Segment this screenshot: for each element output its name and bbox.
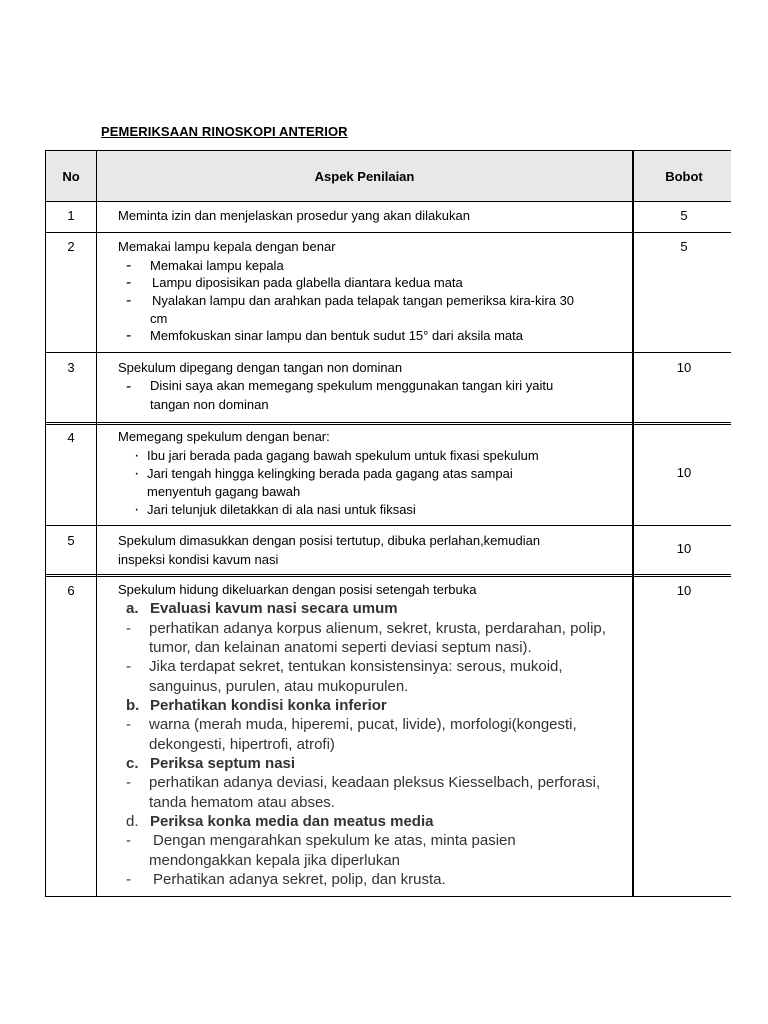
header-aspek-penilaian: Aspek Penilaian [314,169,415,184]
list-item-continuation: sanguinus, purulen, atau mukopurulen. [149,678,409,695]
row-text: Memakai lampu kepala dengan benar [118,239,336,254]
dash-marker: - [126,620,131,637]
list-item: perhatikan adanya deviasi, keadaan pleksus Kiesselbach, perforasi, [149,774,601,791]
row-number: 5 [67,533,75,548]
dash-marker: - [126,871,131,888]
section-letter-b: b. [126,697,140,714]
column-divider-no [96,150,97,897]
dash-marker: - [126,257,132,274]
column-divider-bobot [632,150,634,897]
row-divider [45,574,731,575]
list-item: Jika terdapat sekret, tentukan konsistensinya: serous, mukoid, [149,658,563,675]
row-bobot: 10 [676,541,692,556]
row-text: Spekulum dipegang dengan tangan non dominan [118,360,403,375]
row-divider [45,576,731,577]
row-divider [45,424,731,425]
list-item: Memfokuskan sinar lampu dan bentuk sudut 15° dari aksila mata [150,328,524,343]
dash-marker: - [126,327,132,344]
row-number: 1 [67,208,75,223]
row-text: Spekulum hidung dikeluarkan dengan posisi setengah terbuka [118,582,477,597]
row-divider [45,422,731,423]
row-text-continuation: inspeksi kondisi kavum nasi [118,552,279,567]
list-item-continuation: menyentuh gagang bawah [147,484,301,499]
document-title: PEMERIKSAAN RINOSKOPI ANTERIOR [101,124,348,139]
list-item: Nyalakan lampu dan arahkan pada telapak tangan pemeriksa kira-kira 30 [152,293,575,308]
dash-marker: - [126,378,132,395]
list-item: Ibu jari berada pada gagang bawah spekulum untuk fixasi spekulum [147,448,539,463]
row-divider [45,525,731,526]
section-heading: Perhatikan kondisi konka inferior [150,697,387,714]
list-item-continuation: cm [150,311,168,326]
dash-marker: - [126,292,132,309]
dash-marker: - [126,832,131,849]
dash-marker: - [126,716,131,733]
list-item: Memakai lampu kepala [150,258,284,273]
list-item: Perhatikan adanya sekret, polip, dan krusta. [153,871,446,888]
dot-marker: · [134,501,140,518]
list-item: Jari tengah hingga kelingking berada pada gagang atas sampai [147,466,513,481]
row-bobot: 10 [676,583,692,598]
section-heading: Periksa septum nasi [150,755,296,772]
list-item: Disini saya akan memegang spekulum menggunakan tangan kiri yaitu [150,378,554,393]
dash-marker: - [126,774,131,791]
row-number: 3 [67,360,75,375]
section-letter-d: d. [126,813,139,830]
table-border-top [45,150,731,151]
list-item-continuation: tanda hematom atau abses. [149,794,335,811]
table-border-bottom [45,896,731,897]
list-item: Dengan mengarahkan spekulum ke atas, minta pasien [153,832,516,849]
section-letter-a: a. [126,600,139,617]
dash-marker: - [126,274,132,291]
row-divider [45,352,731,353]
row-divider [45,232,731,233]
row-bobot: 10 [676,360,692,375]
list-item: Jari telunjuk diletakkan di ala nasi untuk fiksasi [147,502,416,517]
section-heading: Evaluasi kavum nasi secara umum [150,600,398,617]
list-item: warna (merah muda, hiperemi, pucat, livide), morfologi(kongesti, [149,716,577,733]
dot-marker: · [134,465,140,482]
dash-marker: - [126,658,131,675]
section-heading: Periksa konka media dan meatus media [150,813,434,830]
row-number: 4 [67,430,75,445]
list-item-continuation: mendongakkan kepala jika diperlukan [149,852,401,869]
row-text: Memegang spekulum dengan benar: [118,429,330,444]
header-no: No [62,169,80,184]
row-number: 2 [67,239,75,254]
section-letter-c: c. [126,755,139,772]
dot-marker: · [134,447,140,464]
list-item-continuation: tangan non dominan [150,397,269,412]
row-divider [45,201,731,202]
row-bobot: 10 [676,465,692,480]
row-number: 6 [67,583,75,598]
list-item: perhatikan adanya korpus alienum, sekret, krusta, perdarahan, polip, [149,620,606,637]
row-text: Spekulum dimasukkan dengan posisi tertutup, dibuka perlahan,kemudian [118,533,541,548]
row-bobot: 5 [680,208,688,223]
header-bobot: Bobot [665,169,703,184]
list-item-continuation: dekongesti, hipertrofi, atrofi) [149,736,335,753]
list-item-continuation: tumor, dan kelainan anatomi seperti deviasi septum nasi). [149,639,532,656]
row-bobot: 5 [680,239,688,254]
table-border-left [45,150,46,897]
row-text: Meminta izin dan menjelaskan prosedur yang akan dilakukan [118,208,470,223]
list-item: Lampu diposisikan pada glabella diantara kedua mata [152,275,463,290]
